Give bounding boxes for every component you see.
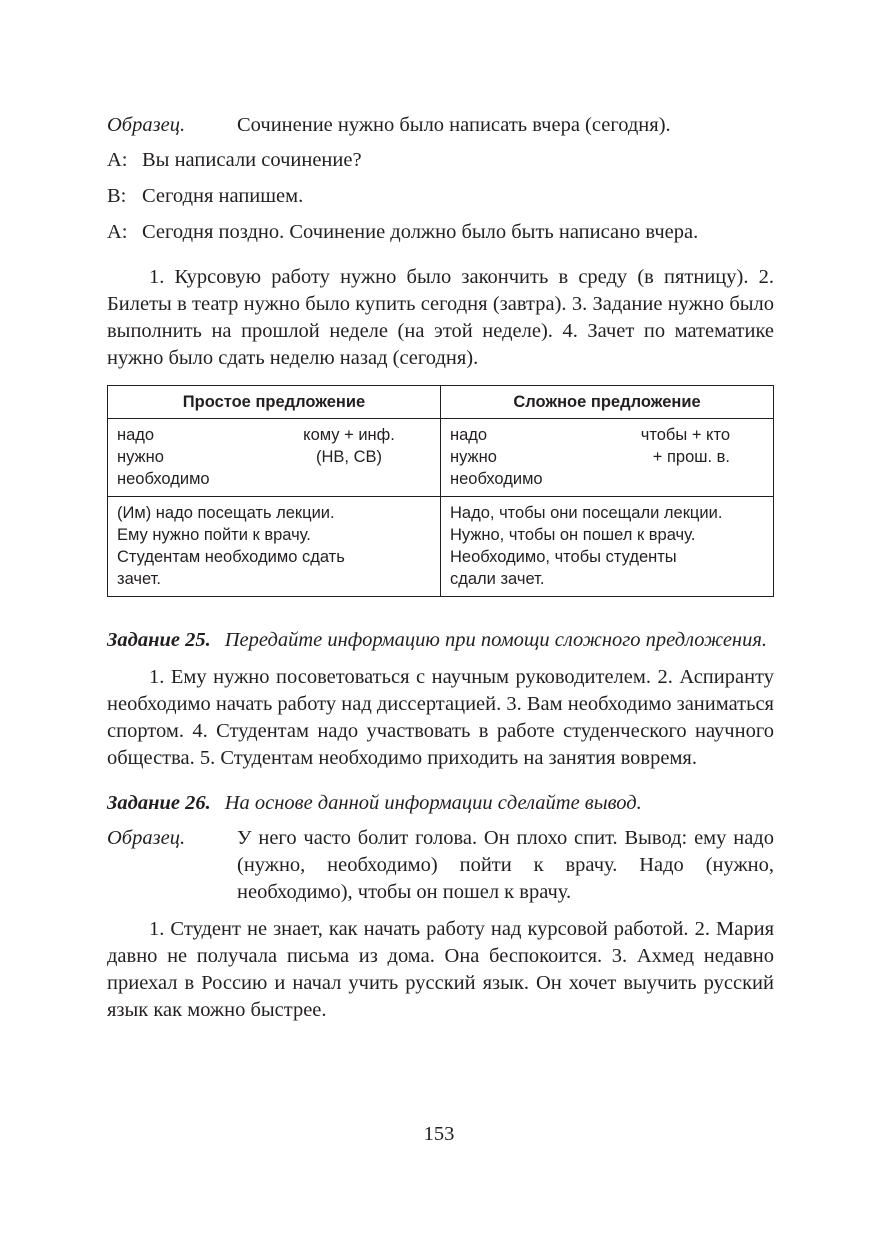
dialog-speaker: А:	[107, 149, 128, 171]
sample-text: У него часто болит голова. Он плохо спит. Вывод: ему надо (нужно, необходимо) пойти к врачу. Надо (нужно, необходимо), чтобы он пошел к врачу.	[237, 827, 774, 903]
word: необходимо	[117, 470, 210, 488]
word-list	[117, 424, 267, 490]
dialog-line	[107, 183, 774, 210]
task-26-heading	[107, 790, 774, 817]
table-cell	[441, 497, 774, 597]
task-25-text: 1. Ему нужно посоветоваться с научным руководителем. 2. Аспиранту необходимо начать работу над диссертацией. 3. Вам необходимо заниматься спортом. 4. Студентам надо участвовать в работе студенческого научного общества. 5. Студентам необходимо приходить на занятия вовремя.	[107, 666, 774, 769]
example-line: Студентам необходимо сдать	[117, 548, 345, 566]
table-header: Простое предложение	[108, 386, 441, 419]
formula-line: кому + инф.	[303, 426, 395, 444]
task-26-text: 1. Студент не знает, как начать работу над курсовой работой. 2. Мария давно не получала письма из дома. Она беспокоится. 3. Ахмед недавно приехал в Россию и начал учить русский язык. Он хочет выучить русский язык как можно быстрее.	[107, 918, 774, 1021]
dialog-text: Сегодня поздно. Сочинение должно было быть написано вчера.	[142, 221, 699, 243]
page-number: 153	[423, 1123, 455, 1145]
word: необходимо	[450, 470, 543, 488]
table-header: Сложное предложение	[441, 386, 774, 419]
table-row	[108, 497, 774, 597]
word: надо	[117, 426, 155, 444]
page-content	[107, 112, 774, 1024]
dialog-speaker: А:	[107, 221, 128, 243]
task-label: Задание 26.	[107, 792, 211, 814]
word: надо	[450, 426, 488, 444]
example-line: Нужно, чтобы он пошел к врачу.	[450, 526, 696, 544]
table-header-row	[108, 386, 774, 419]
dialog-speaker: В:	[107, 185, 127, 207]
example-line: сдали зачет.	[450, 570, 545, 588]
task-instruction: На основе данной информации сделайте вывод.	[224, 792, 642, 814]
example-line: Надо, чтобы они посещали лекции.	[450, 504, 723, 522]
task-instruction: Передайте информацию при помощи сложного предложения.	[224, 629, 767, 651]
sample-label: Образец.	[107, 827, 186, 849]
exercise-text: 1. Курсовую работу нужно было закончить в среду (в пятницу). 2. Билеты в театр нужно было купить сегодня (завтра). 3. Задание нужно было выполнить на прошлой неделе (на этой неделе). 4. Зачет по математике нужно было сдать неделю назад (сегодня).	[107, 266, 774, 369]
rule-formula	[600, 424, 764, 490]
table-row	[108, 419, 774, 497]
formula-line: + прош. в.	[652, 448, 730, 466]
table-cell	[441, 419, 774, 497]
task-26-sample	[107, 825, 774, 906]
dialog-line	[107, 219, 774, 246]
word: нужно	[117, 448, 164, 466]
formula-line: чтобы + кто	[640, 426, 730, 444]
word-list	[450, 424, 600, 490]
dialog-line	[107, 147, 774, 174]
word: нужно	[450, 448, 497, 466]
task-label: Задание 25.	[107, 629, 211, 651]
example-line: Необходимо, чтобы студенты	[450, 548, 677, 566]
example-line: Ему нужно пойти к врачу.	[117, 526, 311, 544]
sample-text: Сочинение нужно было написать вчера (сегодня).	[237, 114, 671, 136]
rule-block	[450, 424, 764, 490]
table-cell	[108, 419, 441, 497]
task-25-heading	[107, 627, 774, 654]
dialog-text: Сегодня напишем.	[142, 185, 304, 207]
sample-row	[107, 112, 774, 139]
table-cell	[108, 497, 441, 597]
example-line: (Им) надо посещать лекции.	[117, 504, 335, 522]
rule-formula	[267, 424, 431, 490]
grammar-table	[107, 385, 774, 597]
rule-block	[117, 424, 431, 490]
sample-label: Образец.	[107, 114, 186, 136]
dialog-text: Вы написали сочинение?	[142, 149, 362, 171]
example-line: зачет.	[117, 570, 161, 588]
formula-line: (НВ, СВ)	[316, 448, 382, 466]
